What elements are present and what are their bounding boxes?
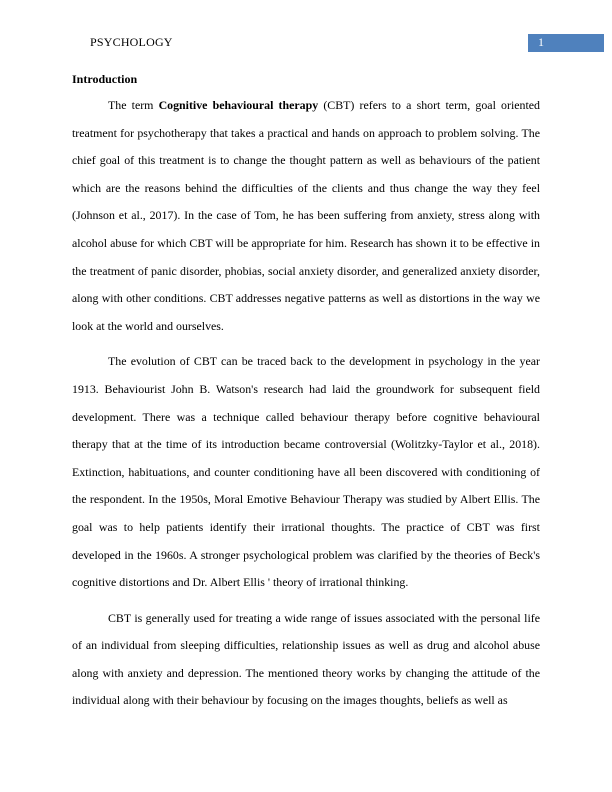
paragraph-1-rest: (CBT) refers to a short term, goal oriented treatment for psychotherapy that takes a practical and hands on approach to problem solving. The chief goal of this treatment is to change the thought pattern as well as behaviours of the patient which are the reasons behind the difficulties of the clients and thus change the way they feel (Johnson et al., 2017). In the case of Tom, he has been suffering from anxiety, stress along with alcohol abuse for which CBT will be appropriate for him. Research has shown it to be effective in the treatment of panic disorder, phobias, social anxiety disorder, and generalized anxiety disorder, along with other conditions. CBT addresses negative patterns as well as distortions in the way we look at the world and ourselves. — [72, 98, 540, 333]
running-head: PSYCHOLOGY — [90, 35, 173, 49]
page-number: 1 — [538, 35, 544, 49]
paragraph-1-lead: The term — [108, 98, 159, 112]
page-header — [0, 34, 612, 52]
document-body — [72, 70, 540, 723]
paragraph-3: CBT is generally used for treating a wide range of issues associated with the personal life of an individual from sleeping difficulties, relationship issues as well as drug and alcohol abuse along with anxiety and depression. The mentioned theory works by changing the attitude of the individual along with their behaviour by focusing on the images thoughts, beliefs as well as — [72, 610, 540, 708]
section-heading: Introduction — [72, 72, 138, 86]
paragraph-2: The evolution of CBT can be traced back to the development in psychology in the year 1913. Behaviourist John B. Watson's research had laid the groundwork for subsequent field development. There was a technique called behaviour therapy before cognitive behavioural therapy that at the time of its introduction became controversial (Wolitzky-Taylor et al., 2018). Extinction, habituations, and counter conditioning have all been discovered with conditioning of the respondent. In the 1950s, Moral Emotive Behaviour Therapy was studied by Albert Ellis. The goal was to help patients identify their irrational thoughts. The practice of CBT was first developed in the 1960s. A stronger psychological problem was clarified by the theories of Beck's cognitive distortions and Dr. Albert Ellis ' theory of irrational thinking. — [72, 354, 540, 590]
page-number-bar — [528, 34, 604, 52]
paragraph-1 — [72, 92, 540, 340]
paragraph-1-term: Cognitive behavioural therapy — [158, 98, 319, 112]
